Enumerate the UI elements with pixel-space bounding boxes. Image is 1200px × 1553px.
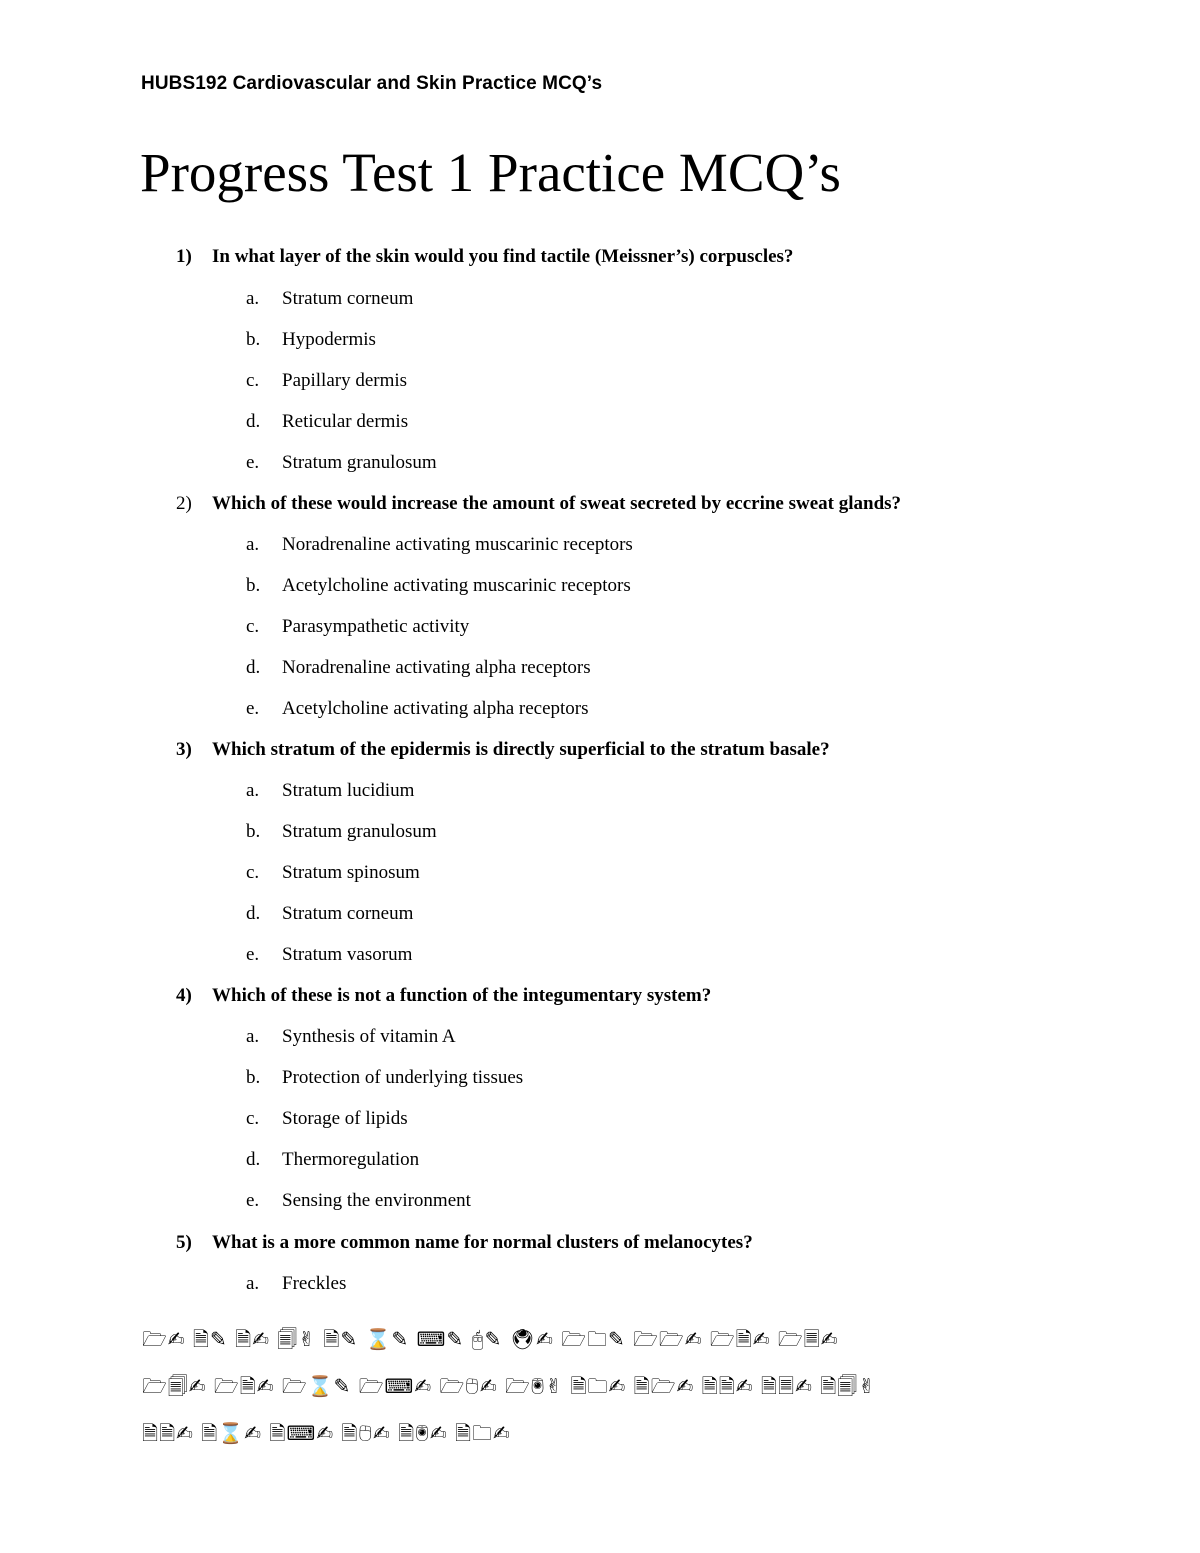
option-5a: a. Freckles: [246, 1273, 347, 1294]
question-number: 1): [176, 246, 192, 267]
option-3b: b. Stratum granulosum: [246, 821, 437, 842]
page-title: Progress Test 1 Practice MCQ’s: [140, 142, 841, 203]
question-1: [176, 246, 793, 268]
question-text: Which of these is not a function of the integumentary system?: [212, 985, 712, 1006]
option-1d: d. Reticular dermis: [246, 411, 409, 432]
option-4d: d. Thermoregulation: [246, 1149, 420, 1170]
symbol-row-1: 🗁✍ 🗎✎ 🗎✍ 🗐✌ 🗎✎ ⌛✎ ⌨✎ 🖰✎ 🖲✍ 🗁🗀✎ 🗁🗁✍ 🗁🗎✍ 🗁🗏✍: [142, 1327, 839, 1351]
question-text: What is a more common name for normal clusters of melanocytes?: [212, 1232, 753, 1253]
option-4e: e. Sensing the environment: [246, 1190, 471, 1211]
option-2c: c. Parasympathetic activity: [246, 616, 470, 637]
symbol-row-3: 🗎🗎✍ 🗎⌛✍ 🗎⌨✍ 🗎🖰✍ 🗎🖲✍ 🗎🗀✍: [142, 1421, 511, 1445]
question-text: Which stratum of the epidermis is directly superficial to the stratum basale?: [212, 739, 830, 760]
question-number: 4): [176, 985, 192, 1006]
question-number: 2): [176, 493, 192, 514]
option-2e: e. Acetylcholine activating alpha receptors: [246, 698, 589, 719]
option-1c: c. Papillary dermis: [246, 370, 408, 391]
option-1e: e. Stratum granulosum: [246, 452, 437, 473]
question-number: 3): [176, 739, 192, 760]
question-5: [176, 1232, 753, 1254]
question-text: Which of these would increase the amount of sweat secreted by eccrine sweat glands?: [212, 493, 902, 514]
question-2: [176, 493, 901, 515]
symbol-row-2: 🗁🗐✍ 🗁🗎✍ 🗁⌛✎ 🗁⌨✍ 🗁🖰✍ 🗁🖲✌ 🗎🗀✍ 🗎🗁✍ 🗎🗎✍ 🗎🗏✍ 🗎🗐✌: [142, 1374, 877, 1398]
question-number: 5): [176, 1232, 192, 1253]
option-3a: a. Stratum lucidium: [246, 780, 415, 801]
option-4a: a. Synthesis of vitamin A: [246, 1026, 456, 1047]
option-2a: a. Noradrenaline activating muscarinic receptors: [246, 534, 633, 555]
option-2d: d. Noradrenaline activating alpha receptors: [246, 657, 591, 678]
option-4b: b. Protection of underlying tissues: [246, 1067, 524, 1088]
document-header: HUBS192 Cardiovascular and Skin Practice MCQ’s: [141, 73, 603, 94]
option-2b: b. Acetylcholine activating muscarinic receptors: [246, 575, 631, 596]
option-3d: d. Stratum corneum: [246, 903, 414, 924]
option-3e: e. Stratum vasorum: [246, 944, 413, 965]
option-4c: c. Storage of lipids: [246, 1108, 408, 1129]
option-1b: b. Hypodermis: [246, 329, 376, 350]
question-4: [176, 985, 711, 1007]
question-text: In what layer of the skin would you find tactile (Meissner’s) corpuscles?: [212, 246, 794, 267]
option-3c: c. Stratum spinosum: [246, 862, 420, 883]
question-3: [176, 739, 830, 761]
option-1a: a. Stratum corneum: [246, 288, 414, 309]
